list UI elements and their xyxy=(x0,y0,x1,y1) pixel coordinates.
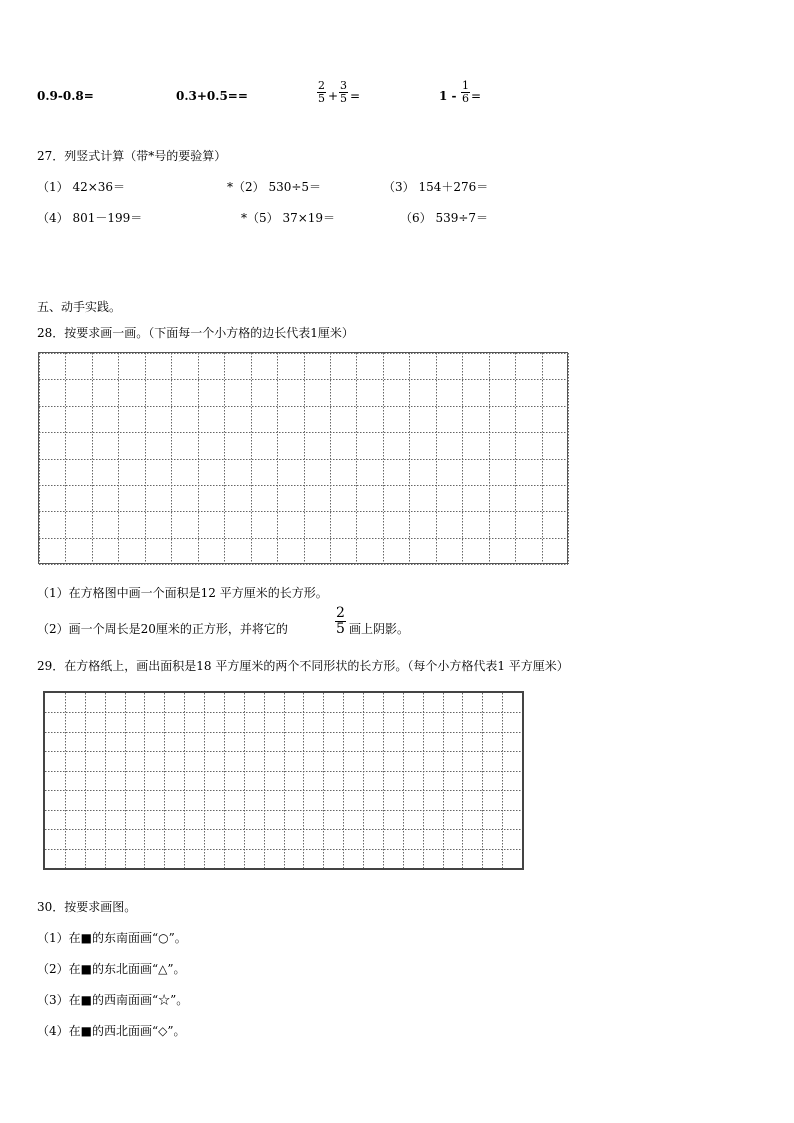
equals-sign: = xyxy=(471,89,482,103)
q28-sub2-text-end: 画上阴影。 xyxy=(349,622,410,636)
q30-item-2: （2）在■的东北面画“△”。 xyxy=(37,962,186,976)
q27-item-4: （4） 801－199＝ xyxy=(37,211,143,225)
q28-sub1: （1）在方格图中画一个面积是12 平方厘米的长方形。 xyxy=(37,586,328,600)
q27-item-3: （3） 154＋276＝ xyxy=(383,180,489,194)
q28-grid[interactable] xyxy=(38,352,568,564)
q30-item-4: （4）在■的西北面画“◇”。 xyxy=(37,1024,186,1038)
fraction xyxy=(317,80,326,105)
q27-item-2: *（2） 530÷5＝ xyxy=(227,180,322,194)
fraction xyxy=(335,606,346,637)
expr-lead: 1 - xyxy=(439,89,457,103)
denominator: 5 xyxy=(340,92,347,105)
q27-item-6: （6） 539÷7＝ xyxy=(400,211,489,225)
plus-sign: + xyxy=(328,89,339,103)
oral-calc-2: 0.3+0.5== xyxy=(176,89,248,103)
numerator: 2 xyxy=(318,79,325,92)
denominator: 5 xyxy=(318,92,325,105)
q29-grid[interactable] xyxy=(43,691,524,870)
q27-title: 27．列竖式计算（带*号的要验算） xyxy=(37,149,227,163)
fraction xyxy=(339,80,348,105)
q28-sub2-text: （2）画一个周长是20厘米的正方形，并将它的 xyxy=(37,622,288,636)
denominator: 6 xyxy=(462,92,469,105)
fraction xyxy=(461,80,470,105)
q27-item-1: （1） 42×36＝ xyxy=(37,180,126,194)
denominator: 5 xyxy=(336,621,345,637)
numerator: 2 xyxy=(336,605,345,621)
q28-title: 28．按要求画一画。（下面每一个小方格的边长代表1厘米） xyxy=(37,326,354,340)
numerator: 1 xyxy=(462,79,469,92)
q30-item-1: （1）在■的东南面画“○”。 xyxy=(37,931,187,945)
numerator: 3 xyxy=(340,79,347,92)
q29-title: 29．在方格纸上，画出面积是18 平方厘米的两个不同形状的长方形。（每个小方格代表1 平方厘米） xyxy=(37,659,569,673)
section-title: 五、动手实践。 xyxy=(37,300,122,314)
q30-title: 30．按要求画图。 xyxy=(37,900,137,914)
equals-sign: = xyxy=(350,89,361,103)
q27-item-5: *（5） 37×19＝ xyxy=(241,211,336,225)
oral-calc-1: 0.9-0.8= xyxy=(37,89,94,103)
q30-item-3: （3）在■的西南面画“☆”。 xyxy=(37,993,189,1007)
